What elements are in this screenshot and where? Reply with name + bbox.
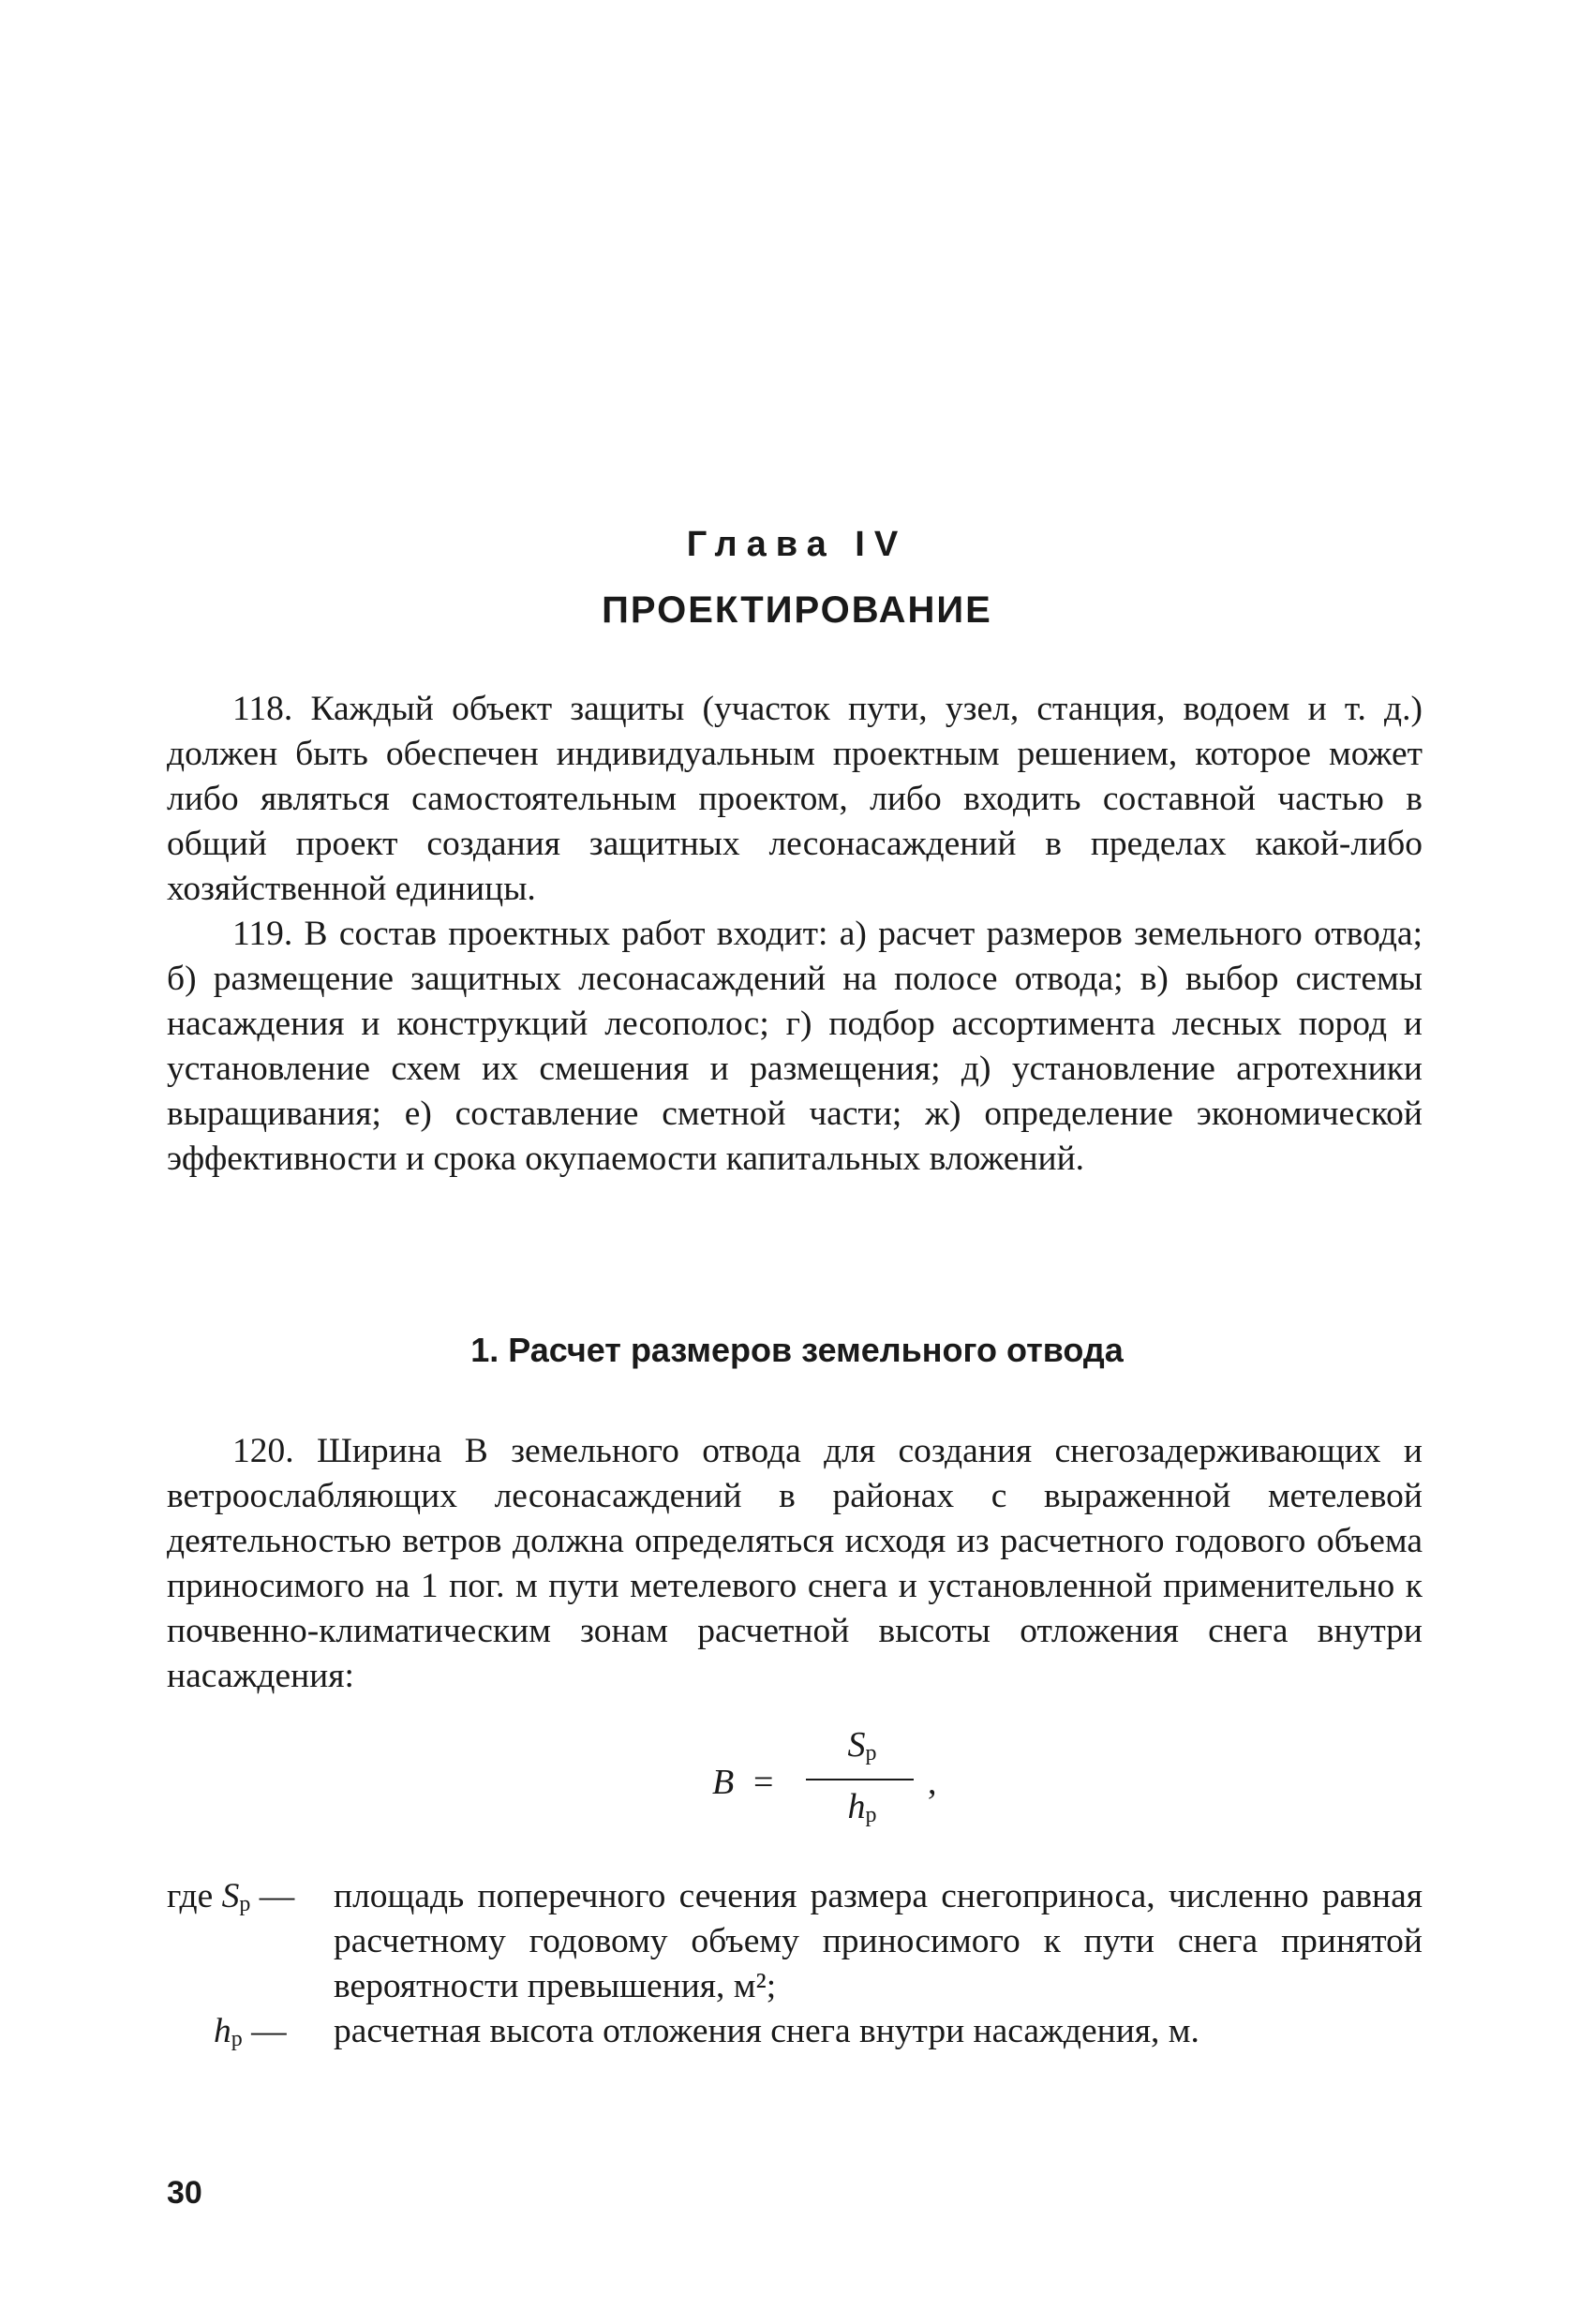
definition-text-sp: площадь поперечного сечения размера снегоприноса, численно равная расчетному годовому объему приносимого к пути снега принятой вероятности превышения, м²; bbox=[334, 1877, 1423, 2005]
fraction-bar bbox=[806, 1779, 914, 1780]
definition-term-sp: где Sр — bbox=[167, 1877, 295, 1916]
formula-equals: = bbox=[753, 1763, 774, 1802]
formula-denominator: hр bbox=[847, 1787, 877, 1827]
definition-hp bbox=[167, 2009, 1423, 2054]
paragraph-119: 119. В состав проектных работ входит: а) расчет размеров земельного отвода; б) размещение защитных лесонасаждений на полосе отвода; в) выбор системы насаждения и конструкций лесополос; г) подбор ассортимента лесных пород и установление схем их смешения и размещения; д) установление агротехники выращивания; е) составление сметной части; ж) определение экономической эффективности и срока окупаемости капитальных вложений. bbox=[167, 915, 1423, 1178]
formula-definitions bbox=[167, 1874, 1423, 2054]
formula-comma: , bbox=[928, 1763, 937, 1802]
paragraph-118: 118. Каждый объект защиты (участок пути, узел, станция, водоем и т. д.) должен быть обеспечен индивидуальным проектным решением, которое может либо являться самостоятельным проектом, либо входить составной частью в общий проект создания защитных лесонасаждений в пределах какой-либо хозяйственной единицы. bbox=[167, 690, 1423, 908]
definition-term-hp: hр — bbox=[214, 2012, 287, 2051]
formula-numerator: Sр bbox=[847, 1725, 877, 1765]
section-body bbox=[167, 1429, 1423, 1699]
chapter-label: Глава IV bbox=[686, 525, 908, 564]
definition-text-hp: расчетная высота отложения снега внутри насаждения, м. bbox=[334, 2012, 1199, 2050]
section-title: 1. Расчет размеров земельного отвода bbox=[470, 1331, 1124, 1369]
paragraph-120: 120. Ширина B земельного отвода для создания снегозадерживающих и ветроослабляющих лесонасаждений в районах с выраженной метелевой деятельностью ветров должна определяться исходя из расчетного годового объема приносимого на 1 пог. м пути метелевого снега и установленной применительно к почвенно-климатическим зонам расчетной высоты отложения снега внутри насаждения: bbox=[167, 1432, 1423, 1695]
page-number: 30 bbox=[167, 2175, 202, 2211]
formula-lhs: B bbox=[712, 1763, 735, 1802]
intro-paragraphs bbox=[167, 687, 1423, 1182]
definition-sp bbox=[167, 1874, 1423, 2009]
chapter-title: ПРОЕКТИРОВАНИЕ bbox=[602, 589, 992, 631]
